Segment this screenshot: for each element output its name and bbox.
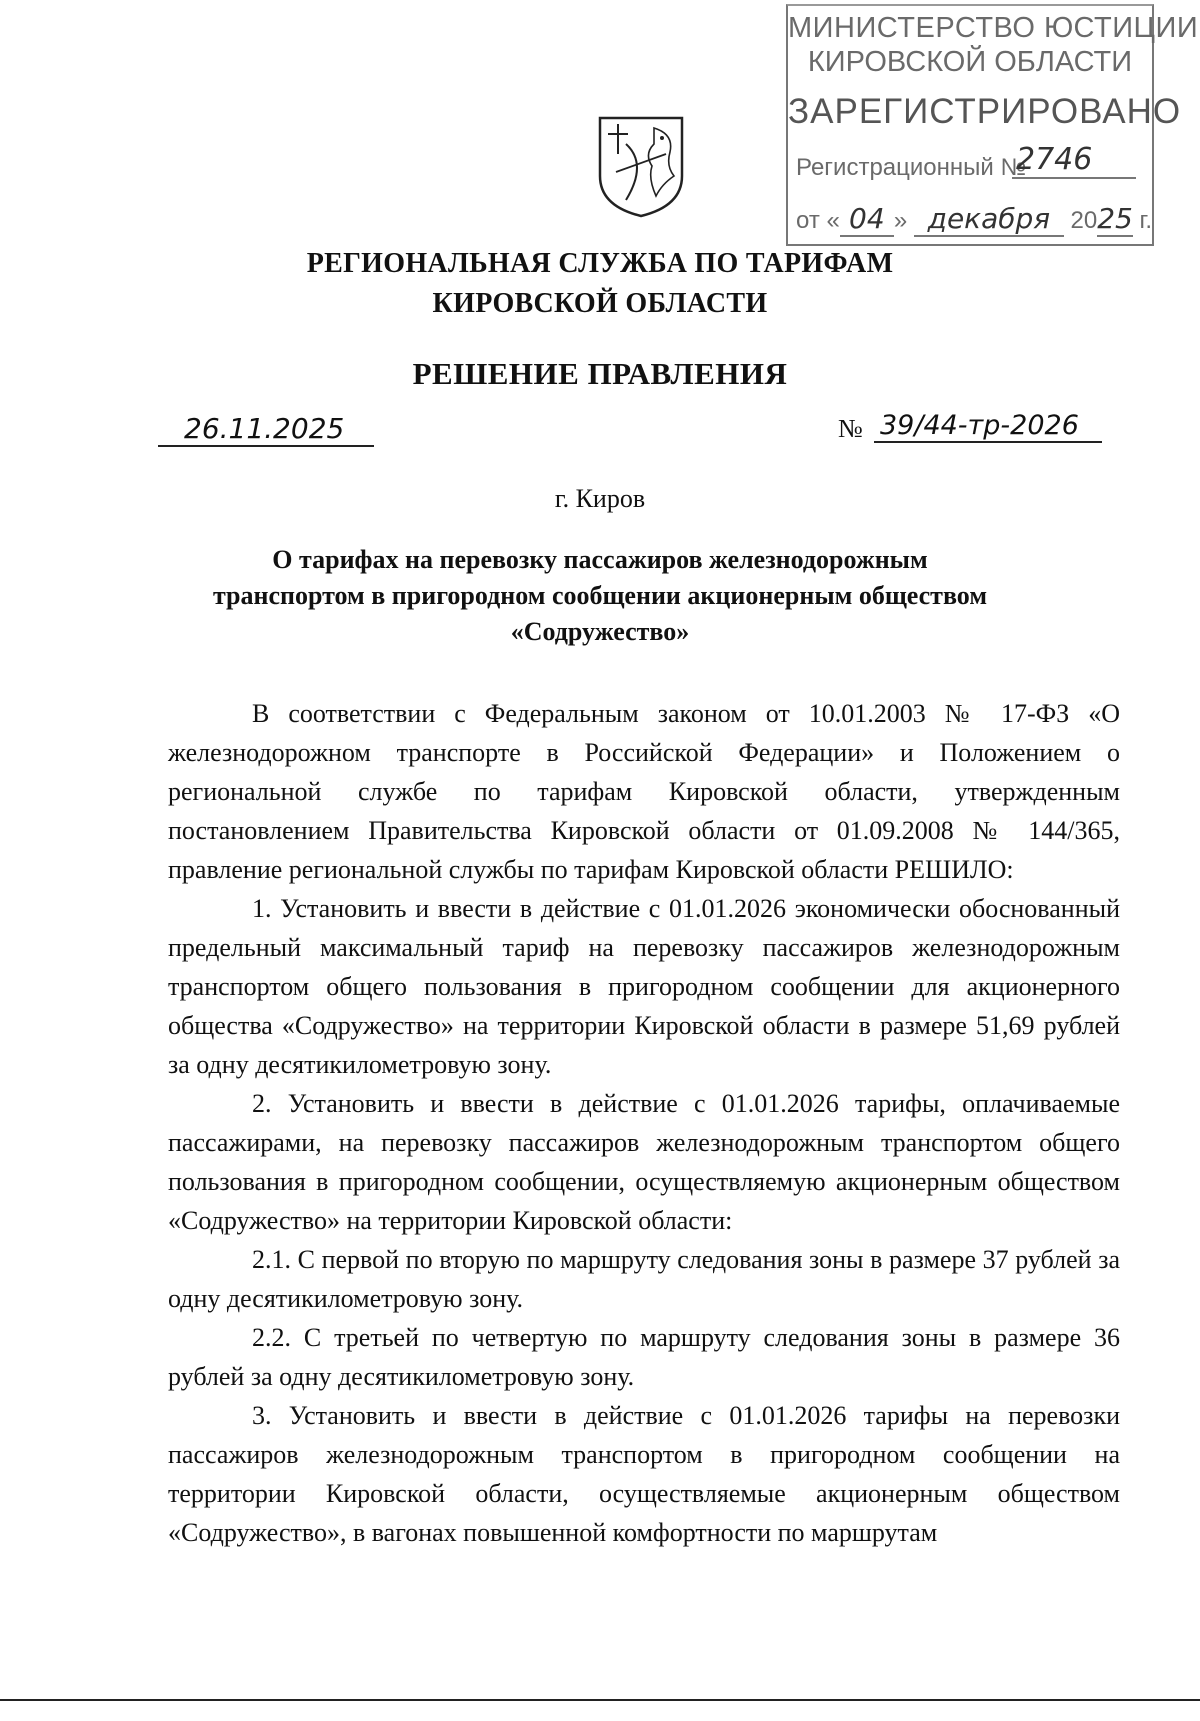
coat-of-arms-icon [596,114,686,218]
item-3-paragraph: 3. Установить и ввести в действие с 01.01.2026 тарифы на перевозки пассажиров железнодорожным транспортом в пригородном сообщении на территории Кировской области, осуществляемые акционерным обществом «Содружество», в вагонах повышенной комфортности по маршрутам [168,1401,1120,1547]
document-body [168,694,1120,1552]
item-1-paragraph: 1. Установить и ввести в действие с 01.01.2026 экономически обоснованный предельный максимальный тариф на перевозку пассажиров железнодорожным транспортом общего пользования в пригородном сообщении для акционерного общества «Содружество» на территории Кировской области в размере 51,69 рублей за одну десятикилометровую зону. [168,894,1120,1079]
document-city: г. Киров [554,484,646,513]
stamp-year-prefix: 20 [1070,207,1098,234]
item-2-1-paragraph: 2.1. С первой по вторую по маршруту следования зоны в размере 37 рублей за одну десятикилометровую зону. [168,1245,1120,1313]
document-type: РЕШЕНИЕ ПРАВЛЕНИЯ [412,356,788,391]
stamp-year-end: г. [1139,207,1153,234]
stamp-date-prefix: от « [796,207,840,234]
document-number-label: № [838,414,863,443]
registration-stamp [786,4,1199,246]
stamp-day: 04 [840,202,894,237]
agency-name-line1: РЕГИОНАЛЬНАЯ СЛУЖБА ПО ТАРИФАМ [306,248,894,279]
stamp-date [796,202,1153,237]
stamp-date-mid: » [893,207,908,234]
document-number: 39/44-тр-2026 [874,410,1102,443]
stamp-ministry: МИНИСТЕРСТВО ЮСТИЦИИ [788,12,1199,44]
stamp-region: КИРОВСКОЙ ОБЛАСТИ [807,46,1133,78]
document-title-line3: «Содружество» [510,617,690,646]
stamp-reg-number: 2746 [1012,142,1136,179]
agency-name-line2: КИРОВСКОЙ ОБЛАСТИ [432,288,768,319]
stamp-month: декабря [914,202,1064,237]
footer-divider [0,1699,1200,1701]
stamp-status: ЗАРЕГИСТРИРОВАНО [788,92,1182,131]
document-date: 26.11.2025 [158,412,374,447]
item-2-2-paragraph: 2.2. С третьей по четвертую по маршруту следования зоны в размере 36 рублей за одну десятикилометровую зону. [168,1323,1120,1391]
document-title-line1: О тарифах на перевозку пассажиров железнодорожным [272,545,928,574]
stamp-year-suffix: 25 [1097,202,1133,235]
preamble-paragraph: В соответствии с Федеральным законом от 10.01.2003 № 17-ФЗ «О железнодорожном транспорте в Российской Федерации» и Положением о региональной службе по тарифам Кировской области, утвержденным постановлением Правительства Кировской области от 01.09.2008 № 144/365, правление региональной службы по тарифам Кировской области РЕШИЛО: [168,699,1120,884]
document-title-line2: транспортом в пригородном сообщении акционерным обществом [212,581,988,610]
item-2-paragraph: 2. Установить и ввести в действие с 01.01.2026 тарифы, оплачиваемые пассажирами, на перевозку пассажиров железнодорожным транспортом общего пользования в пригородном сообщении, осуществляемую акционерным обществом «Содружество» на территории Кировской области: [168,1089,1120,1235]
stamp-reg-label: Регистрационный № [796,154,1027,181]
